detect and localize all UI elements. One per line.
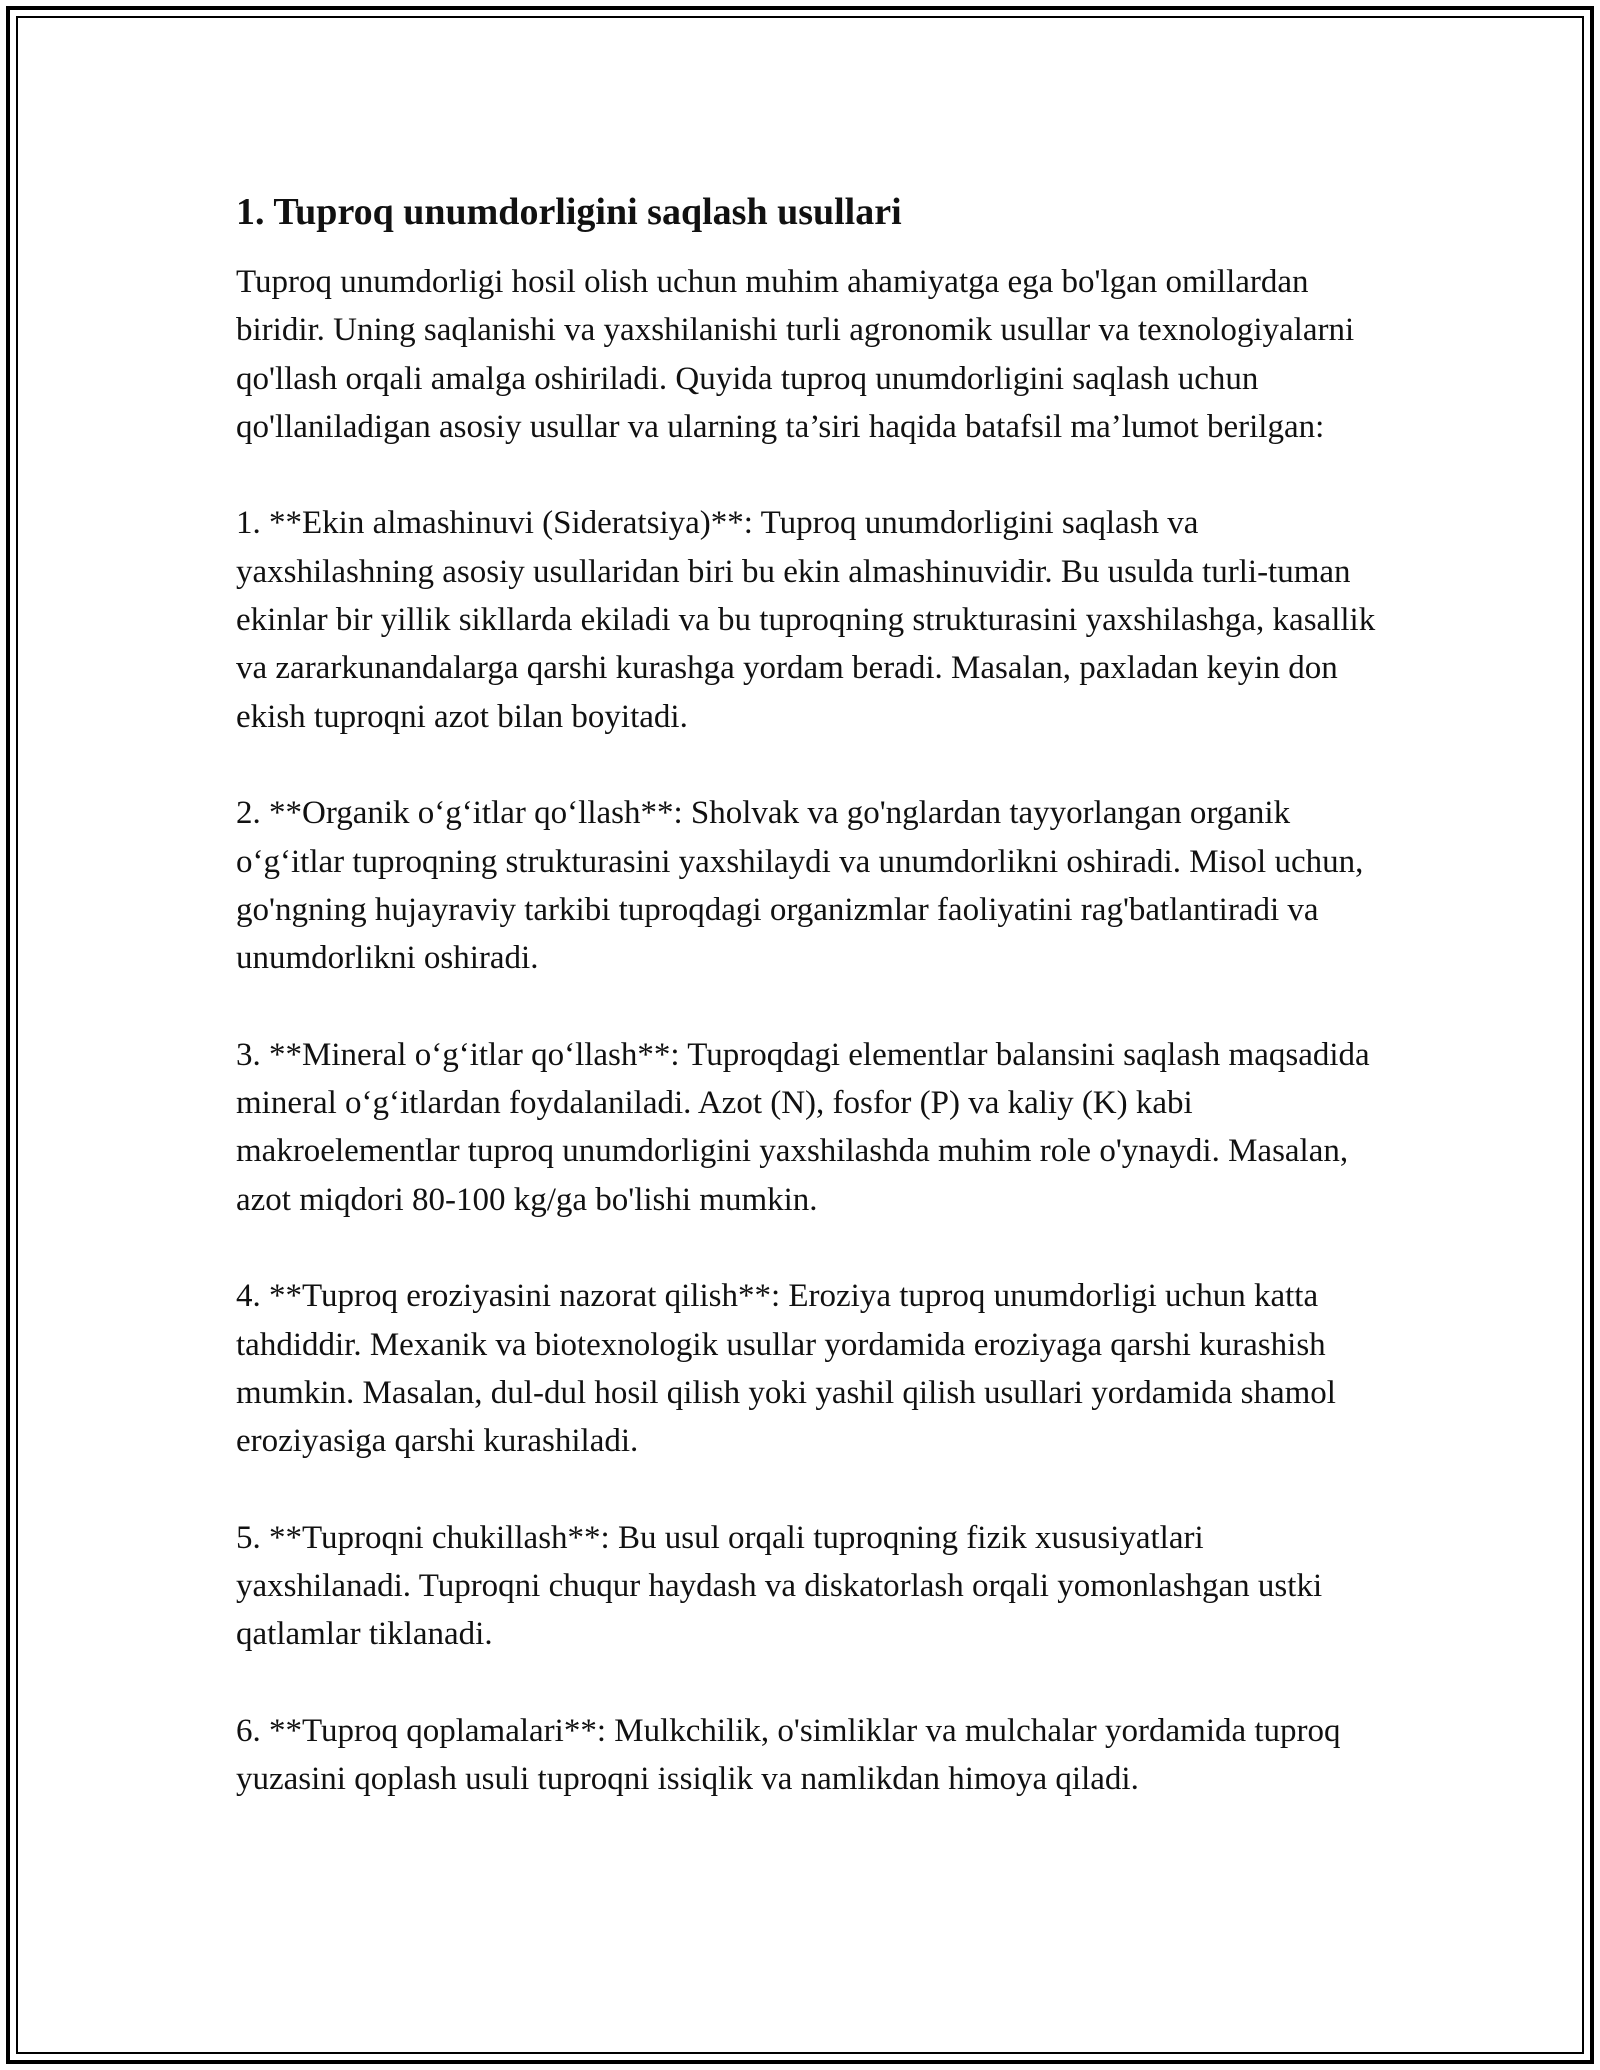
list-item: 2. **Organik o‘g‘itlar qo‘llash**: Sholvak va go'nglardan tayyorlangan organik o‘g‘itlar tuproqning strukturasini yaxshilaydi va unumdorlikni oshiradi. Misol uchun, go'ngning hujayraviy tarkibi tuproqdagi organizmlar faoliyatini rag'batlantiradi va unumdorlikni oshiradi. [236,795,1364,977]
list-item: 4. **Tuproq eroziyasini nazorat qilish**: Eroziya tuproq unumdorligi uchun katta tahdiddir. Mexanik va biotexnologik usullar yordamida eroziyaga qarshi kurashish mumkin. Masalan, dul-dul hosil qilish yoki yashil qilish usullari yordamida shamol eroziyasiga qarshi kurashiladi. [236,1278,1336,1460]
intro-paragraph: Tuproq unumdorligi hosil olish uchun muhim ahamiyatga ega bo'lgan omillardan biridir. Uning saqlanishi va yaxshilanishi turli agronomik usullar va texnologiyalarni qo'llash orqali amalga oshiriladi. Quyida tuproq unumdorligini saqlash uchun qo'llaniladigan asosiy usullar va ularning ta’siri haqida batafsil ma’lumot berilgan: [236,264,1355,445]
document-title: 1. Tuproq unumdorligini saqlash usullari [236,191,902,233]
list-item: 1. **Ekin almashinuvi (Sideratsiya)**: Tuproq unumdorligini saqlash va yaxshilashning asosiy usullaridan biri bu ekin almashinuvidir. Bu usulda turli-tuman ekinlar bir yillik sikllarda ekiladi va bu tuproqning strukturasini yaxshilashga, kasallik va zararkunandalarga qarshi kurashga yordam beradi. Masalan, paxladan keyin don ekish tuproqni azot bilan boyitadi. [236,505,1376,735]
list-item: 3. **Mineral o‘g‘itlar qo‘llash**: Tuproqdagi elementlar balansini saqlash maqsadida mineral o‘g‘itlardan foydalaniladi. Azot (N), fosfor (P) va kaliy (K) kabi makroelementlar tuproq unumdorligini yaxshilashda muhim role o'ynaydi. Masalan, azot miqdori 80-100 kg/ga bo'lishi mumkin. [236,1036,1370,1218]
list-item: 5. **Tuproqni chukillash**: Bu usul orqali tuproqning fizik xususiyatlari yaxshilanadi. Tuproqni chuqur haydash va diskatorlash orqali yomonlashgan ustki qatlamlar tiklanadi. [236,1519,1323,1653]
document-body [236,186,1376,1852]
list-item: 6. **Tuproq qoplamalari**: Mulkchilik, o'simliklar va mulchalar yordamida tuproq yuzasini qoplash usuli tuproqni issiqlik va namlikdan himoya qiladi. [236,1712,1341,1798]
